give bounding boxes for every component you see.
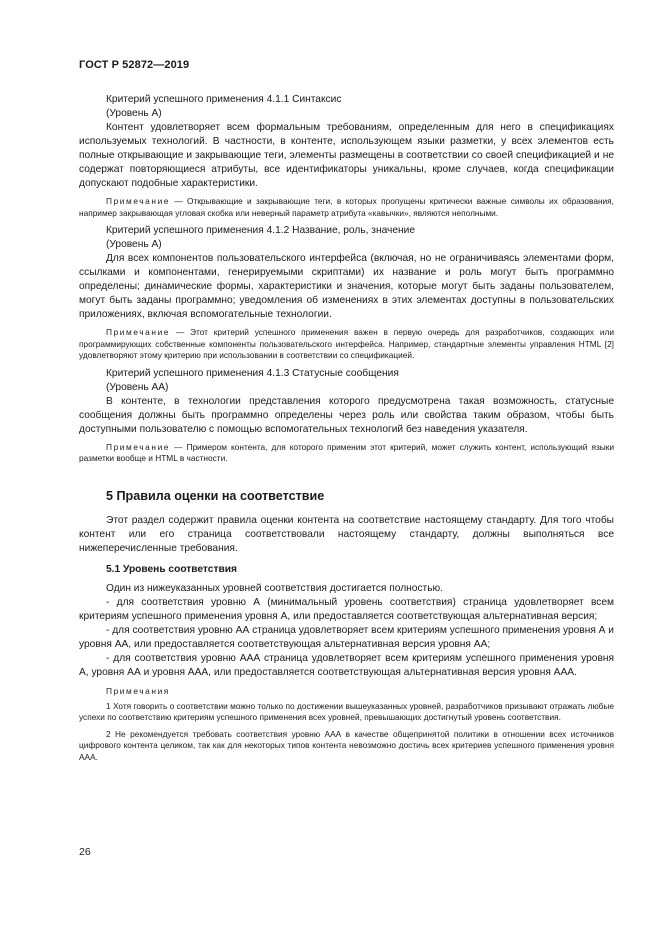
criterion-4-1-2-note: [79, 327, 614, 362]
note-text: — Этот критерий успешного применения важен в первую очередь для разработчиков, создающих или программирующих собственные компоненты пользовательского интерфейса. Например, стандартные элементы управления HTML [2] удовлетворяют этому критерию при использовании в соответствии со спецификацией.: [79, 327, 614, 360]
list-item-level-aaa: - для соответствия уровню ААА страница удовлетворяет всем критериям успешного применения уровня А, уровня АА и уровня ААА, или предоставляется соответствующая альтернативная версия уровня ААА.: [79, 652, 614, 678]
note-text: — Примером контента, для которого применим этот критерий, может служить контент, использующий языки разметки вообще и HTML в частности.: [79, 441, 614, 463]
note-2: 2 Не рекомендуется требовать соответствия уровню ААА в качестве общепринятой политики в отношении всех источников цифрового контента целиком, так как для некоторых типов контента невозможно достичь всех критериев успешного применения уровня ААА.: [79, 728, 614, 762]
subsection-5-1-title: 5.1 Уровень соответствия: [106, 563, 237, 575]
criterion-4-1-1-level: (Уровень А): [106, 108, 162, 119]
list-item-level-aa: - для соответствия уровню АА страница удовлетворяет всем критериям успешного применения уровня А и уровня АА, или предоставляется соответствующая альтернативная версия уровня АА;: [79, 624, 614, 650]
criterion-4-1-1-title: Критерий успешного применения 4.1.1 Синтаксис: [106, 94, 342, 105]
criterion-4-1-3-note: [79, 442, 614, 465]
page-content: [79, 93, 614, 768]
page-number: 26: [79, 846, 91, 858]
note-label: Примечание: [106, 441, 171, 452]
section-5-intro: Этот раздел содержит правила оценки контента на соответствие настоящему стандарту. Для того чтобы контент или его страница соответствовали настоящему стандарту, должны выполняться все нижеперечисленные требования.: [79, 514, 614, 554]
criterion-4-1-3-title: Критерий успешного применения 4.1.3 Статусные сообщения: [106, 367, 399, 379]
criterion-4-1-1-note: [79, 196, 614, 219]
criterion-4-1-3-level: (Уровень АА): [106, 381, 169, 393]
note-text: — Открывающие и закрывающие теги, в которых пропущены критически важные символы их образования, например закрывающая угловая скобка или неверный параметр атрибута «кавычки», являются неполными.: [79, 196, 614, 218]
criterion-4-1-2-title: Критерий успешного применения 4.1.2 Название, роль, значение: [106, 225, 415, 236]
section-5-title: 5 Правила оценки на соответствие: [106, 488, 325, 503]
note-label: Примечание: [106, 196, 171, 206]
criterion-4-1-3-text: В контенте, в технологии представления которого предусмотрена такая возможность, статусные сообщения должны быть программно определены через роль или свойства таким образом, чтобы быть доступными пользователю с помощью вспомогательных технологий без наведения указателя.: [79, 395, 614, 435]
criterion-4-1-1-text: Контент удовлетворяет всем формальным требованиям, определенным для него в спецификациях используемых технологий. В частности, в контенте, использующем языки разметки, у всех элементов есть полные открывающие и закрывающие теги, элементы размещены в соответствии со своей спецификацией и не содержат повторяющиеся атрибуты, все идентификаторы уникальны, кроме случаев, когда спецификации допускают подобные характеристики.: [79, 122, 614, 189]
note-1: 1 Хотя говорить о соответствии можно только по достижении вышеуказанных уровней, разработчиков призывают отражать любые успехи по соответствию критериям успешного применения всех уровней, превышающих достигнутый уровень соответствия.: [79, 700, 614, 722]
notes-heading: Примечания: [106, 685, 170, 696]
section-5-1-paragraph: Один из нижеуказанных уровней соответствия достигается полностью.: [106, 582, 444, 594]
note-label: Примечание: [106, 327, 171, 337]
criterion-4-1-2-text: Для всех компонентов пользовательского интерфейса (включая, но не ограничиваясь элементами форм, ссылками и компонентами, генерируемыми скриптами) их название и роль могут быть программно определены; динамические формы, характеристики и значения, которые могут быть заданы пользователем, могут быть заданы программно; уведомления об изменениях в этих элементах доступны в пользовательских приложениях, включая вспомогательные технологии.: [79, 253, 614, 320]
document-header: ГОСТ Р 52872—2019: [79, 59, 190, 71]
list-item-level-a: - для соответствия уровню А (минимальный уровень соответствия) страница удовлетворяет всем критериям успешного применения уровня А, или предоставляется соответствующая альтернативная версия;: [79, 596, 614, 622]
criterion-4-1-2-level: (Уровень А): [106, 239, 162, 250]
